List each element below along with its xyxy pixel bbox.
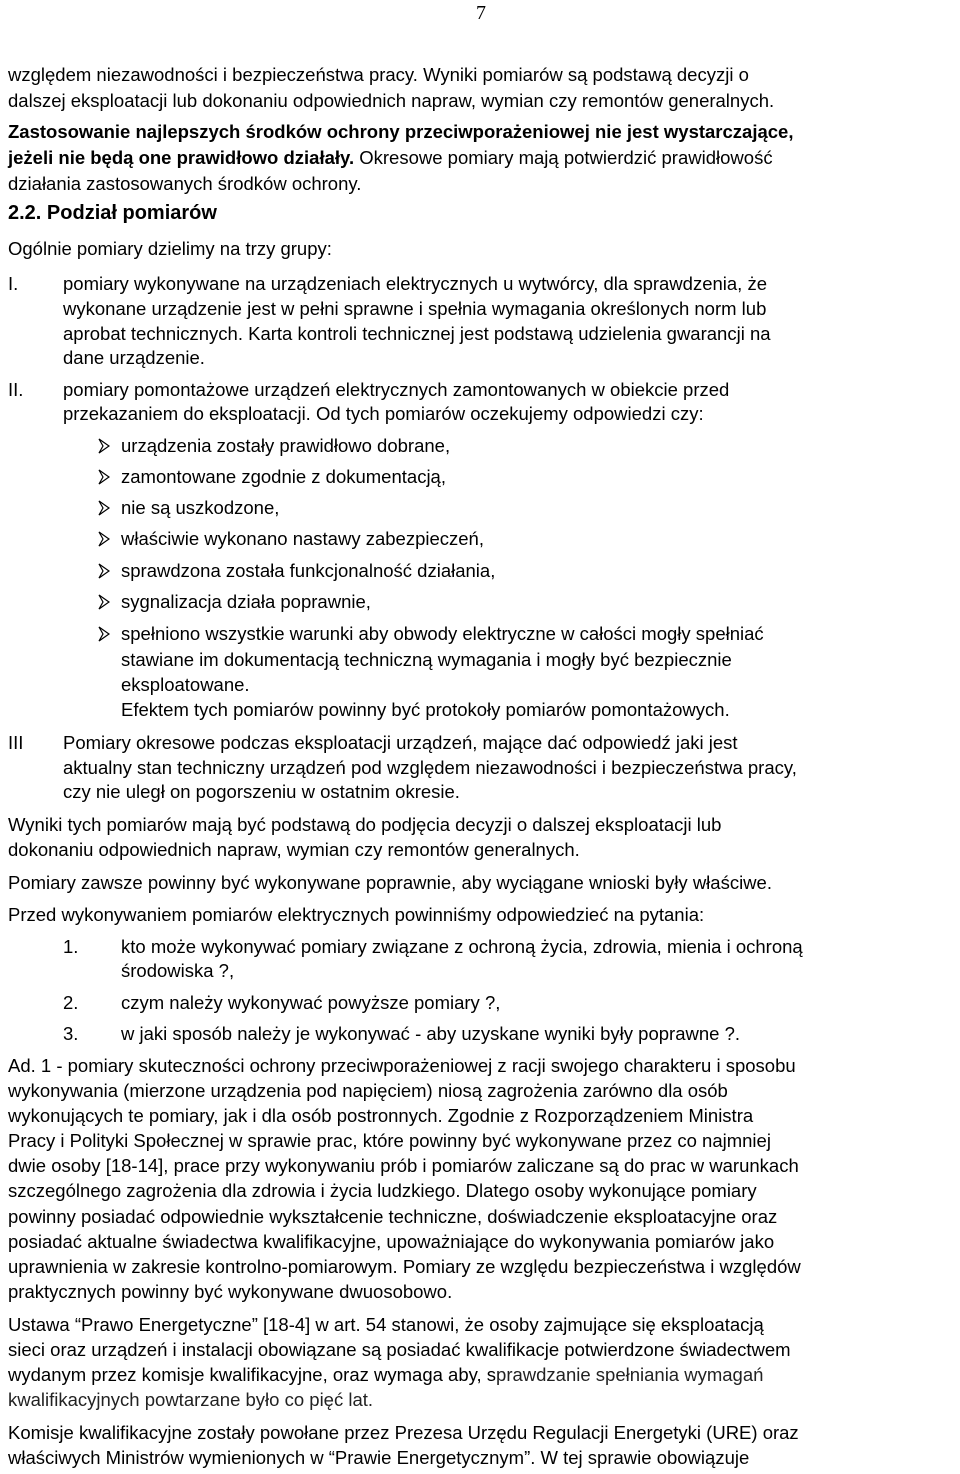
bullet-item: sprawdzona została funkcjonalność działania, — [121, 560, 496, 581]
para2-line1: Wyniki tych pomiarów mają być podstawą do podjęcia decyzji o dalszej eksploatacji lub — [8, 814, 722, 835]
para6-line4: kwalifikacyjnych powtarzane było co pięć lat. — [8, 1389, 374, 1410]
para1-line5: działania zastosowanych środków ochrony. — [8, 173, 362, 194]
para5-line7: powinny posiadać odpowiednie wykształcenie techniczne, doświadczenie eksploatacyjne oraz — [8, 1206, 778, 1227]
arrow-bullet-icon — [98, 626, 110, 642]
question1-line2: środowiska ?, — [121, 960, 235, 981]
group1-line1: pomiary wykonywane na urządzeniach elektrycznych u wytwórcy, dla sprawdzenia, że — [63, 273, 768, 294]
para1-line4-rest: Okresowe pomiary mają potwierdzić prawidłowość — [354, 147, 773, 168]
question-number: 1. — [63, 936, 79, 957]
group1-line2: wykonane urządzenie jest w pełni sprawne i spełnia wymagania określonych norm lub — [63, 298, 767, 319]
para2-line2: dokonaniu odpowiednich napraw, wymian czy remontów generalnych. — [8, 839, 580, 860]
arrow-bullet-icon — [98, 531, 110, 547]
group1-line3: aprobat technicznych. Karta kontroli technicznej jest podstawą udzielenia gwarancji na — [63, 323, 771, 344]
bullet-item: zamontowane zgodnie z dokumentacją, — [121, 466, 446, 487]
arrow-bullet-icon — [98, 594, 110, 610]
para3: Pomiary zawsze powinny być wykonywane poprawnie, aby wyciągane wnioski były właściwe. — [8, 872, 772, 893]
bullet-item: nie są uszkodzone, — [121, 497, 280, 518]
question-number: 3. — [63, 1023, 79, 1044]
question2: czym należy wykonywać powyższe pomiary ?, — [121, 992, 501, 1013]
para5-line1: Ad. 1 - pomiary skuteczności ochrony przeciwporażeniowej z racji swojego charakteru i sposobu — [8, 1055, 796, 1076]
bullet-item-cont1: stawiane im dokumentacją techniczną wymagania i mogły być bezpiecznie — [121, 649, 732, 670]
question1-line1: kto może wykonywać pomiary związane z ochroną życia, zdrowia, mienia i ochroną — [121, 936, 803, 957]
para5-line5: dwie osoby [18-14], prace przy wykonywaniu prób i pomiarów zaliczane są do prac w warunkach — [8, 1155, 799, 1176]
para1-line2: dalszej eksploatacji lub dokonaniu odpowiednich napraw, wymian czy remontów generalnych. — [8, 90, 775, 111]
group3-marker: III — [8, 732, 24, 753]
effect-text: Efektem tych pomiarów powinny być protokoły pomiarów pomontażowych. — [121, 699, 730, 720]
para7-line1: Komisje kwalifikacyjne zostały powołane przez Prezesa Urzędu Regulacji Energetyki (URE) oraz — [8, 1422, 799, 1443]
para1-line3: Zastosowanie najlepszych środków ochrony przeciwporażeniowej nie jest wystarczające, — [8, 121, 794, 142]
arrow-bullet-icon — [98, 500, 110, 516]
arrow-bullet-icon — [98, 438, 110, 454]
para7-line2: właściwych Ministrów wymienionych w “Prawie Energetycznym”. W tej sprawie obowiązuje — [8, 1447, 750, 1468]
bullet-item: spełniono wszystkie warunki aby obwody elektryczne w całości mogły spełniać — [121, 623, 764, 644]
bullet-item-cont2: eksploatowane. — [121, 674, 250, 695]
para5-line10: praktycznych powinny być wykonywane dwuosobowo. — [8, 1281, 453, 1302]
group1-marker: I. — [8, 273, 19, 294]
group2-line1: pomiary pomontażowe urządzeń elektrycznych zamontowanych w obiekcie przed — [63, 379, 730, 400]
bullet-item: sygnalizacja działa poprawnie, — [121, 591, 371, 612]
para6-line2: sieci oraz urządzeń i instalacji obowiązane są posiadać kwalifikacje potwierdzone świadectwem — [8, 1339, 791, 1360]
group2-line2: przekazaniem do eksploatacji. Od tych pomiarów oczekujemy odpowiedzi czy: — [63, 403, 704, 424]
group1-line4: dane urządzenie. — [63, 347, 205, 368]
page-number: 7 — [476, 2, 486, 24]
para5-line9: uprawnienia w zakresie kontrolno-pomiarowym. Pomiary ze względu bezpieczeństwa i względów — [8, 1256, 801, 1277]
para5-line3: wykonujących te pomiary, jak i dla osób postronnych. Zgodnie z Rozporządzeniem Ministra — [8, 1105, 754, 1126]
arrow-bullet-icon — [98, 469, 110, 485]
para1-line4 — [8, 145, 773, 170]
para6-line1: Ustawa “Prawo Energetyczne” [18-4] w art. 54 stanowi, że osoby zajmujące się eksploatacją — [8, 1314, 764, 1335]
bullet-item: urządzenia zostały prawidłowo dobrane, — [121, 435, 451, 456]
question-number: 2. — [63, 992, 79, 1013]
para1-line1: względem niezawodności i bezpieczeństwa pracy. Wyniki pomiarów są podstawą decyzji o — [8, 64, 749, 85]
question3: w jaki sposób należy je wykonywać - aby uzyskane wyniki były poprawne ?. — [121, 1023, 741, 1044]
para5-line8: posiadać aktualne świadectwa kwalifikacyjne, upoważniające do wykonywania pomiarów jako — [8, 1231, 775, 1252]
para6-line3a: wydanym przez komisje kwalifikacyjne, oraz wymaga aby, s — [8, 1364, 497, 1385]
para4: Przed wykonywaniem pomiarów elektrycznych powinniśmy odpowiedzieć na pytania: — [8, 904, 705, 925]
group3-line1: Pomiary okresowe podczas eksploatacji urządzeń, mające dać odpowiedź jaki jest — [63, 732, 738, 753]
para1-line4-bold: jeżeli nie będą one prawidłowo działały. — [8, 147, 355, 168]
bullet-item: właściwie wykonano nastawy zabezpieczeń, — [121, 528, 484, 549]
intro-text: Ogólnie pomiary dzielimy na trzy grupy: — [8, 238, 332, 259]
para6-line3 — [8, 1362, 763, 1387]
para6-line3b: prawdzanie spełniania wymagań — [496, 1364, 764, 1385]
group3-line2: aktualny stan techniczny urządzeń pod względem niezawodności i bezpieczeństwa pracy, — [63, 757, 797, 778]
arrow-bullet-icon — [98, 563, 110, 579]
para5-line4: Pracy i Polityki Społecznej w sprawie prac, które powinny być wykonywane przez co najmniej — [8, 1130, 771, 1151]
group3-line3: czy nie uległ on pogorszeniu w ostatnim okresie. — [63, 781, 460, 802]
para5-line2: wykonywania (mierzone urządzenia pod napięciem) niosą zagrożenia zarówno dla osób — [8, 1080, 728, 1101]
group2-marker: II. — [8, 379, 24, 400]
section-heading: 2.2. Podział pomiarów — [8, 202, 217, 224]
para5-line6: szczególnego zagrożenia dla zdrowia i życia ludzkiego. Dlatego osoby wykonujące pomiary — [8, 1180, 757, 1201]
